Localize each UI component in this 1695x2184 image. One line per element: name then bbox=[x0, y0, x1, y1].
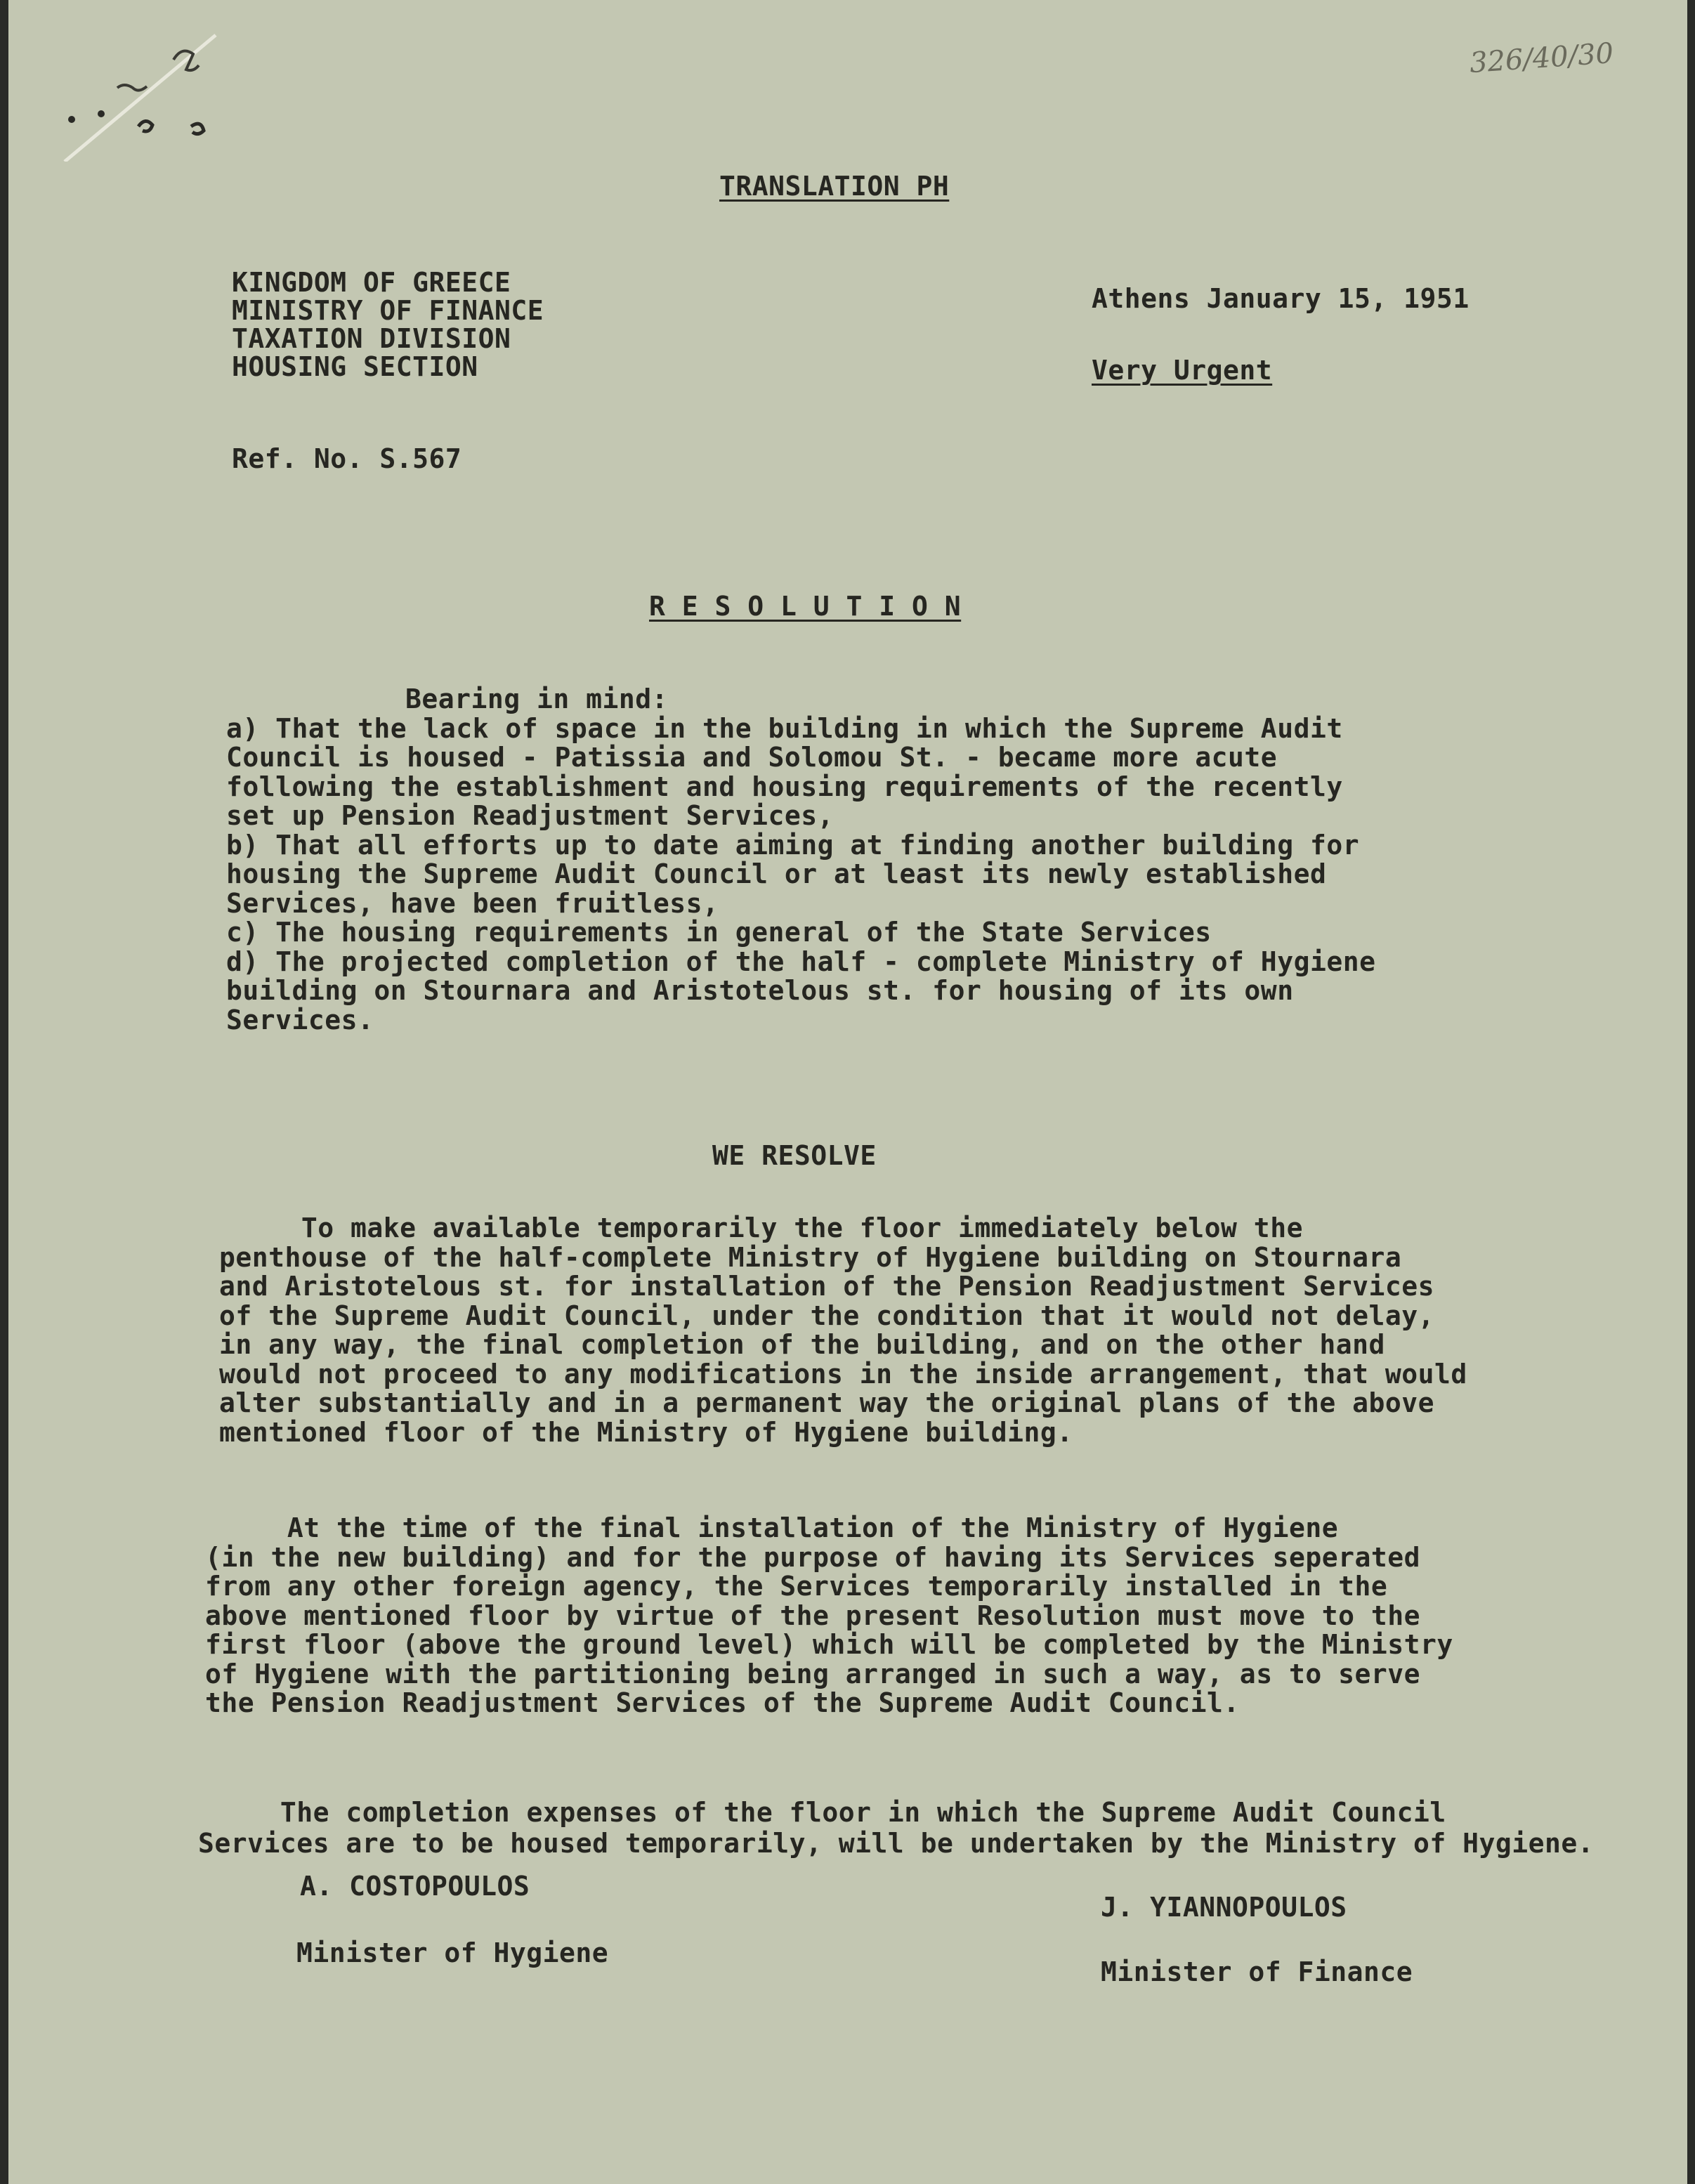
signatory-title: Minister of Finance bbox=[1101, 1956, 1413, 1987]
sender-block bbox=[232, 268, 544, 381]
sender-line: HOUSING SECTION bbox=[232, 351, 478, 382]
paragraph-line: the Pension Readjustment Services of the Supreme Audit Council. bbox=[205, 1687, 1240, 1718]
paragraph-line: above mentioned floor by virtue of the present Resolution must move to the bbox=[205, 1600, 1420, 1631]
resolve-heading: WE RESOLVE bbox=[712, 1140, 877, 1171]
paragraph-line: of Hygiene with the partitioning being arranged in such a way, as to serve bbox=[205, 1658, 1420, 1689]
paragraph-line: and Aristotelous st. for installation of the Pension Readjustment Services bbox=[219, 1271, 1434, 1302]
preamble-line: housing the Supreme Audit Council or at least its newly established bbox=[226, 858, 1327, 889]
resolution-paragraph bbox=[198, 1797, 1594, 1859]
sender-line: MINISTRY OF FINANCE bbox=[232, 295, 544, 326]
priority-label: Very Urgent bbox=[1092, 355, 1273, 386]
paragraph-line: The completion expenses of the floor in which the Supreme Audit Council bbox=[198, 1797, 1446, 1828]
preamble-line: b) That all efforts up to date aiming at finding another building for bbox=[226, 829, 1360, 861]
paragraph-line: Services are to be housed temporarily, will be undertaken by the Ministry of Hygiene. bbox=[198, 1828, 1595, 1859]
resolution-title: R E S O L U T I O N bbox=[649, 591, 962, 622]
signatory-name: J. YIANNOPOULOS bbox=[1101, 1892, 1347, 1923]
paragraph-line: from any other foreign agency, the Services temporarily installed in the bbox=[205, 1571, 1388, 1602]
preamble-intro: Bearing in mind: bbox=[405, 684, 669, 714]
preamble-line: Services, have been fruitless, bbox=[226, 887, 719, 919]
preamble-line: building on Stournara and Aristotelous st. for housing of its own bbox=[226, 975, 1294, 1006]
archive-reference: 326/40/30 bbox=[1468, 37, 1615, 80]
paragraph-line: would not proceed to any modifications in the inside arrangement, that would bbox=[219, 1358, 1467, 1389]
document-date: Athens January 15, 1951 bbox=[1092, 283, 1470, 314]
document-page bbox=[8, 0, 1687, 2184]
reference-number: Ref. No. S.567 bbox=[232, 443, 462, 474]
resolution-paragraph bbox=[219, 1214, 1467, 1447]
preamble-line: d) The projected completion of the half - complete Ministry of Hygiene bbox=[226, 946, 1376, 977]
preamble-line: Services. bbox=[226, 1004, 374, 1035]
preamble bbox=[226, 685, 1375, 1035]
preamble-line: c) The housing requirements in general of the State Services bbox=[226, 917, 1212, 948]
paragraph-line: in any way, the final completion of the building, and on the other hand bbox=[219, 1329, 1385, 1360]
paragraph-line: of the Supreme Audit Council, under the condition that it would not delay, bbox=[219, 1300, 1434, 1331]
sender-line: KINGDOM OF GREECE bbox=[232, 267, 511, 298]
paragraph-line: To make available temporarily the floor immediately below the bbox=[219, 1212, 1303, 1243]
paragraph-line: (in the new building) and for the purpose of having its Services seperated bbox=[205, 1541, 1420, 1573]
paragraph-line: penthouse of the half-complete Ministry of Hygiene building on Stournara bbox=[219, 1241, 1402, 1273]
preamble-line: a) That the lack of space in the building in which the Supreme Audit bbox=[226, 712, 1343, 744]
document-heading: TRANSLATION PH bbox=[719, 171, 950, 202]
sender-line: TAXATION DIVISION bbox=[232, 323, 511, 354]
signatory-name: A. COSTOPOULOS bbox=[300, 1871, 530, 1902]
preamble-line: Council is housed - Patissia and Solomou St. - became more acute bbox=[226, 742, 1278, 773]
preamble-line: following the establishment and housing requirements of the recently bbox=[226, 771, 1343, 802]
paragraph-line: mentioned floor of the Ministry of Hygiene building. bbox=[219, 1416, 1073, 1448]
handwritten-corner-mark bbox=[51, 21, 233, 162]
resolution-paragraph bbox=[205, 1514, 1453, 1718]
paragraph-line: alter substantially and in a permanent way the original plans of the above bbox=[219, 1387, 1434, 1418]
preamble-line: set up Pension Readjustment Services, bbox=[226, 800, 834, 831]
signatory-title: Minister of Hygiene bbox=[296, 1937, 609, 1968]
paragraph-line: At the time of the final installation of the Ministry of Hygiene bbox=[205, 1512, 1339, 1543]
paragraph-line: first floor (above the ground level) which will be completed by the Ministry bbox=[205, 1629, 1453, 1660]
